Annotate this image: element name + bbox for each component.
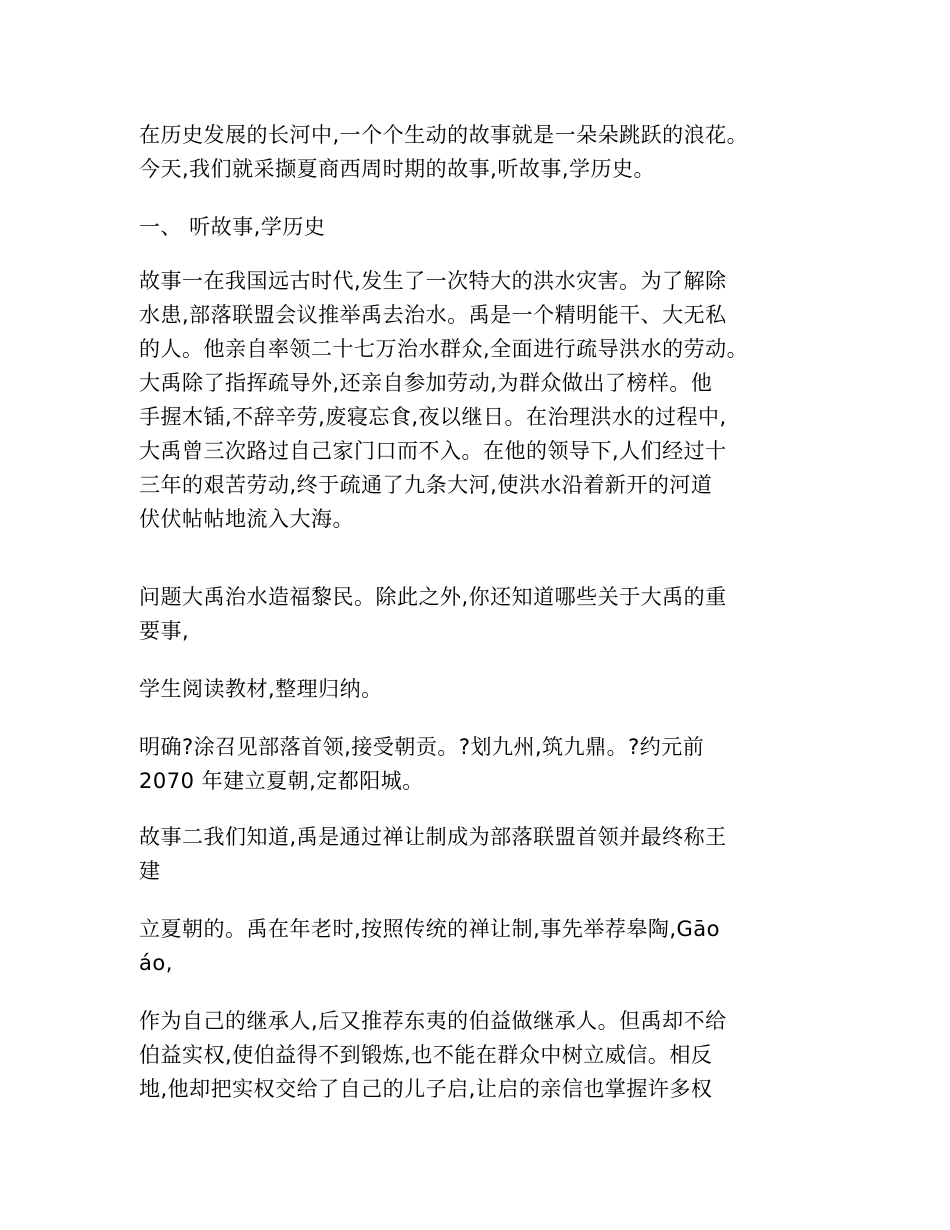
text-line: 立夏朝的。禹在年老时,按照传统的禅让制,事先举荐皋陶,Gāo — [139, 917, 721, 941]
text-line: 水患,部落联盟会议推举禹去治水。禹是一个精明能干、大无私 — [139, 303, 727, 327]
text-line: 故事二我们知道,禹是通过禅让制成为部落联盟首领并最终称王 — [139, 825, 727, 849]
text-line: 作为自己的继承人,后又推荐东夷的伯益做继承人。但禹却不给 — [139, 1009, 727, 1033]
story-two-paragraph — [139, 820, 839, 888]
text-line: 伏伏帖帖地流入大海。 — [139, 507, 354, 531]
text-line: 一、 听故事,学历史 — [139, 215, 326, 239]
text-line: 学生阅读教材,整理归纳。 — [139, 677, 383, 701]
question-paragraph — [139, 580, 839, 648]
text-line: 2070 年建立夏朝,定都阳城。 — [139, 769, 424, 793]
text-line: 要事, — [139, 619, 190, 643]
text-line: 大禹曾三次路过自己家门口而不入。在他的领导下,人们经过十 — [139, 439, 727, 463]
text-line: 今天,我们就采撷夏商西周时期的故事,听故事,学历史。 — [139, 157, 656, 181]
activity-paragraph — [139, 672, 839, 706]
text-line: 在历史发展的长河中,一个个生动的故事就是一朵朵跳跃的浪花。 — [139, 123, 749, 147]
text-line: 地,他却把实权交给了自己的儿子启,让启的亲信也掌握许多权 — [139, 1077, 713, 1101]
story-two-final-paragraph — [139, 1004, 839, 1106]
text-line: 建 — [139, 859, 161, 883]
section-heading — [139, 210, 839, 244]
text-line: 的人。他亲自率领二十七万治水群众,全面进行疏导洪水的劳动。 — [139, 337, 749, 361]
story-two-continued-paragraph — [139, 912, 839, 980]
text-line: 伯益实权,使伯益得不到锻炼,也不能在群众中树立威信。相反 — [139, 1043, 713, 1067]
text-line: 三年的艰苦劳动,终于疏通了九条大河,使洪水沿着新开的河道 — [139, 473, 713, 497]
text-line: 明确?涂召见部落首领,接受朝贡。?划九州,筑九鼎。?约元前 — [139, 735, 705, 759]
answer-paragraph — [139, 730, 839, 798]
intro-paragraph — [139, 118, 839, 186]
text-line: áo, — [139, 951, 173, 975]
text-line: 问题大禹治水造福黎民。除此之外,你还知道哪些关于大禹的重 — [139, 585, 727, 609]
text-line: 手握木锸,不辞辛劳,废寝忘食,夜以继日。在治理洪水的过程中, — [139, 405, 727, 429]
text-line: 故事一在我国远古时代,发生了一次特大的洪水灾害。为了解除 — [139, 269, 727, 293]
text-line: 大禹除了指挥疏导外,还亲自参加劳动,为群众做出了榜样。他 — [139, 371, 713, 395]
story-one-paragraph — [139, 264, 839, 536]
